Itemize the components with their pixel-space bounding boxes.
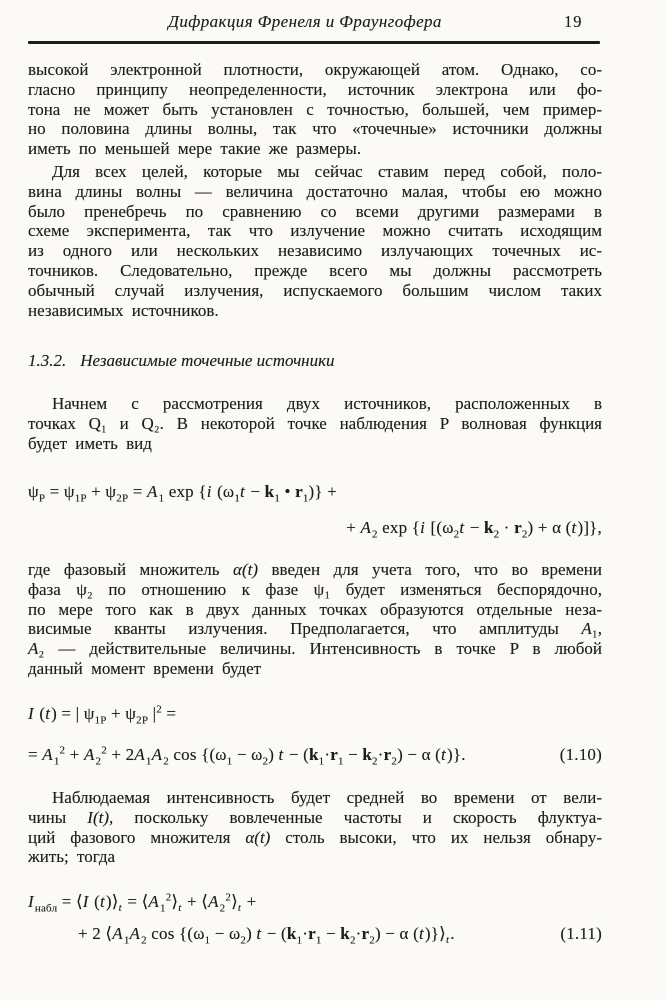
text-line: точников. Следовательно, прежде всего мы должны рассмотреть <box>28 260 602 280</box>
text-line: высокой электронной плотности, окружающей атом. Однако, со- <box>28 60 602 79</box>
text-line: гласно принципу неопределенности, источник электрона или фо- <box>28 79 602 99</box>
equation-wavefunction <box>28 481 602 539</box>
paragraph-phase-factor <box>28 560 602 679</box>
paragraph-observed-intensity <box>28 788 602 867</box>
text-line: иметь по меньшей мере такие же размеры. <box>28 139 362 159</box>
text-line: из одного или нескольких независимо излучающих точечных ис- <box>28 241 602 261</box>
equation-number: (1.11) <box>560 924 602 943</box>
text-line: висимые кванты излучения. Предполагается, что амплитуды A₁, <box>28 619 602 639</box>
text-line: точках Q₁ и Q₂. В некоторой точке наблюдения P волновая функция <box>28 413 602 433</box>
text-line: ций фазового множителя α(t) столь высоки, что их нельзя обнару- <box>28 827 602 847</box>
text-line: обычный случай излучения, испускаемого большим числом таких <box>28 280 602 300</box>
equation-line: I (t) = | $\psi_{1P} + \psi_{2P}$ $|^2$ = <box>28 703 177 727</box>
header-rule <box>28 41 600 44</box>
equation-1-11 <box>28 891 602 945</box>
text-line: чины I(t), поскольку вовлеченные частоты и скорость флуктуа- <box>28 807 603 827</box>
equation-line: = $A_1^2 + A_2^2 + 2A_1A_2$ $\cos \{(\omega_1 - \omega_2) t - (k_1\cdot r_1 - k_2\cdot r_2) - \alpha$ (t)}. <box>28 744 466 768</box>
text-line: тона не может быть установлен с точностью, большей, чем пример- <box>28 99 602 119</box>
text-line: но половина длины волны, так что «точечные» источники должны <box>28 119 602 139</box>
text-line: Начнем с рассмотрения двух источников, расположенных в <box>52 394 602 413</box>
text-line: жить; тогда <box>28 847 116 867</box>
text-line: схеме эксперимента, так что излучение можно считать исходящим <box>28 221 602 241</box>
equation-line: + 2 $⟨A_1A_2$ $\cos \{(\omega_1 - \omega_2) t - (k_1\cdot r_1 - k_2\cdot r_2) - \alpha$ $(t)\}⟩_t$. <box>78 924 455 947</box>
equation-row <box>28 744 602 766</box>
text-line: где фазовый множитель α(t) введен для учета того, что во времени <box>28 560 603 579</box>
text-line: данный момент времени будет <box>28 658 262 678</box>
text-line: вина длины волны — величина достаточно малая, чтобы ею можно <box>28 181 602 201</box>
running-title: Дифракция Френеля и Фраунгофера <box>168 12 442 31</box>
equation-number: (1.10) <box>559 745 602 764</box>
text-line: Наблюдаемая интенсивность будет средней во времени от вели- <box>52 788 602 807</box>
paragraph-intro <box>28 60 602 159</box>
equation-row <box>28 923 602 945</box>
section-heading <box>28 351 602 371</box>
text-line: независимых источников. <box>28 300 219 320</box>
text-line: Для всех целей, которые мы сейчас ставим перед собой, поло- <box>52 162 602 181</box>
text-line: было пренебречь по сравнению со всеми другими размерами в <box>28 201 602 221</box>
equation-line: + $A_2$ exp {i [$(\omega_2t - k_2 \cdot r_2) + \alpha$ (t)]}, <box>346 518 602 541</box>
paragraph-two-sources <box>28 394 602 453</box>
equation-line: $\psi_P = \psi_{1P} + \psi_{2P} = A_1$ exp {i ($\omega_1t - k_1$ • $r_1$)} + <box>28 482 337 505</box>
section-title: Независимые точечные источники <box>80 351 335 370</box>
equation-1-10 <box>28 703 602 766</box>
paragraph-half-wavelength <box>28 162 602 320</box>
text-line: A₂ — действительные величины. Интенсивность в точке P в любой <box>28 639 602 659</box>
section-number: 1.3.2. <box>28 351 67 370</box>
equation-line: $I_{набл}$ = ⟨I $(t)⟩_t$ = $⟨A_1^2⟩_t$ + $⟨A_2^2⟩_t$ + <box>28 891 257 915</box>
text-line: фаза ψ₂ по отношению к фазе ψ₁ будет изменяться беспорядочно, <box>28 579 602 599</box>
page-number: 19 <box>564 12 583 31</box>
text-line: по мере того как в двух данных точках образуются отдельные неза- <box>28 599 602 619</box>
text-line: будет иметь вид <box>28 433 152 453</box>
